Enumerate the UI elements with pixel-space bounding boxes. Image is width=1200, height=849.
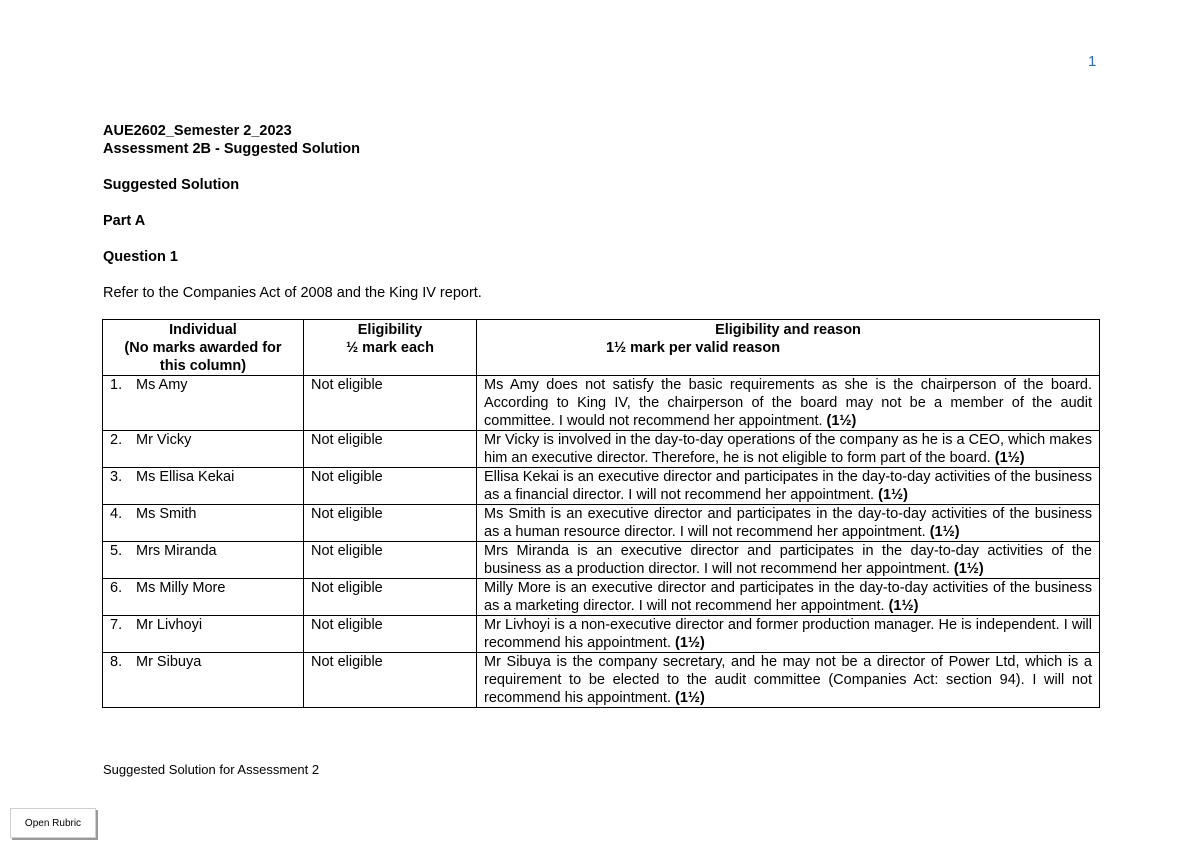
part-title: Part A (103, 213, 146, 229)
mark-label: (1½) (675, 690, 705, 706)
table-header-row (103, 320, 1100, 376)
reason-cell (477, 616, 1100, 653)
eligibility-cell: Not eligible (304, 542, 477, 579)
table-row (103, 542, 1100, 579)
reason-cell (477, 376, 1100, 431)
individual-cell (103, 376, 304, 431)
individual-name: Mr Livhoyi (136, 617, 203, 633)
row-number: 4. (110, 506, 123, 522)
header-reason: Eligibility and reason 1½ mark per valid reason (477, 320, 1100, 376)
mark-label: (1½) (929, 524, 960, 540)
eligibility-cell: Not eligible (304, 468, 477, 505)
individual-cell (103, 653, 304, 708)
table-row (103, 505, 1100, 542)
reason-text: Mr Livhoyi is a non-executive director and former production manager. He is independent. I will recommend his appointment. (484, 617, 1092, 651)
header-individual: Individual (No marks awarded for this column) (103, 320, 304, 376)
row-number: 8. (110, 654, 123, 670)
table-row (103, 376, 1100, 431)
individual-name: Ms Ellisa Kekai (136, 469, 235, 485)
page-footer: Suggested Solution for Assessment 2 (103, 762, 320, 777)
reason-cell (477, 579, 1100, 616)
individual-name: Ms Amy (136, 377, 188, 393)
row-number: 6. (110, 580, 123, 596)
row-number: 3. (110, 469, 123, 485)
page-number: 1 (1088, 53, 1097, 70)
reason-cell (477, 431, 1100, 468)
individual-cell (103, 431, 304, 468)
eligibility-cell: Not eligible (304, 653, 477, 708)
question-title: Question 1 (103, 249, 178, 265)
table-row (103, 616, 1100, 653)
reason-text: Ellisa Kekai is an executive director and participates in the day-to-day activities of the business as a financial director. I will not recommend her appointment. (484, 469, 1092, 503)
open-rubric-button[interactable]: Open Rubric (10, 808, 96, 838)
header-eligibility: Eligibility ½ mark each (304, 320, 477, 376)
document-heading (103, 122, 360, 266)
individual-cell (103, 616, 304, 653)
table-row (103, 579, 1100, 616)
reason-text: Milly More is an executive director and participates in the day-to-day activities of the business as a marketing director. I will not recommend her appointment. (484, 580, 1092, 614)
course-code: AUE2602_Semester 2_2023 (103, 123, 292, 139)
assessment-title: Assessment 2B - Suggested Solution (103, 141, 361, 157)
individual-name: Ms Milly More (136, 580, 226, 596)
reason-text: Mrs Miranda is an executive director and participates in the day-to-day activities of the business as a production director. I will not recommend her appointment. (484, 543, 1092, 577)
individual-cell (103, 468, 304, 505)
reason-text: Ms Amy does not satisfy the basic requirements as she is the chairperson of the board. According to King IV, the chairperson of the board may not be a member of the audit committee. I would not recommend her appointment. (484, 377, 1092, 429)
individual-cell (103, 505, 304, 542)
row-number: 1. (110, 377, 123, 393)
row-number: 7. (110, 617, 123, 633)
individual-name: Mr Sibuya (136, 654, 202, 670)
table-row (103, 431, 1100, 468)
intro-text: Refer to the Companies Act of 2008 and the King IV report. (103, 285, 482, 301)
reason-text: Ms Smith is an executive director and participates in the day-to-day activities of the business as a human resource director. I will not recommend her appointment. (484, 506, 1092, 540)
reason-text: Mr Vicky is involved in the day-to-day operations of the company as he is a CEO, which makes him an executive director. Therefore, he is not eligible to form part of the board. (484, 432, 1092, 466)
eligibility-cell: Not eligible (304, 376, 477, 431)
reason-cell (477, 505, 1100, 542)
mark-label: (1½) (675, 635, 705, 651)
mark-label: (1½) (994, 450, 1025, 466)
mark-label: (1½) (953, 561, 984, 577)
individual-name: Mrs Miranda (136, 543, 217, 559)
individual-cell (103, 579, 304, 616)
solution-table (102, 319, 1100, 708)
reason-cell (477, 468, 1100, 505)
eligibility-cell: Not eligible (304, 505, 477, 542)
reason-cell (477, 542, 1100, 579)
eligibility-cell: Not eligible (304, 431, 477, 468)
mark-label: (1½) (878, 487, 908, 503)
reason-text: Mr Sibuya is the company secretary, and he may not be a director of Power Ltd, which is a requirement to be elected to the audit committee (Companies Act: section 94). I will not recommend his appointment. (484, 654, 1092, 706)
eligibility-cell: Not eligible (304, 579, 477, 616)
eligibility-cell: Not eligible (304, 616, 477, 653)
section-title: Suggested Solution (103, 177, 240, 193)
mark-label: (1½) (826, 413, 857, 429)
reason-cell (477, 653, 1100, 708)
table-row (103, 653, 1100, 708)
individual-cell (103, 542, 304, 579)
row-number: 2. (110, 432, 123, 448)
individual-name: Mr Vicky (136, 432, 192, 448)
mark-label: (1½) (888, 598, 919, 614)
table-row (103, 468, 1100, 505)
individual-name: Ms Smith (136, 506, 197, 522)
row-number: 5. (110, 543, 123, 559)
